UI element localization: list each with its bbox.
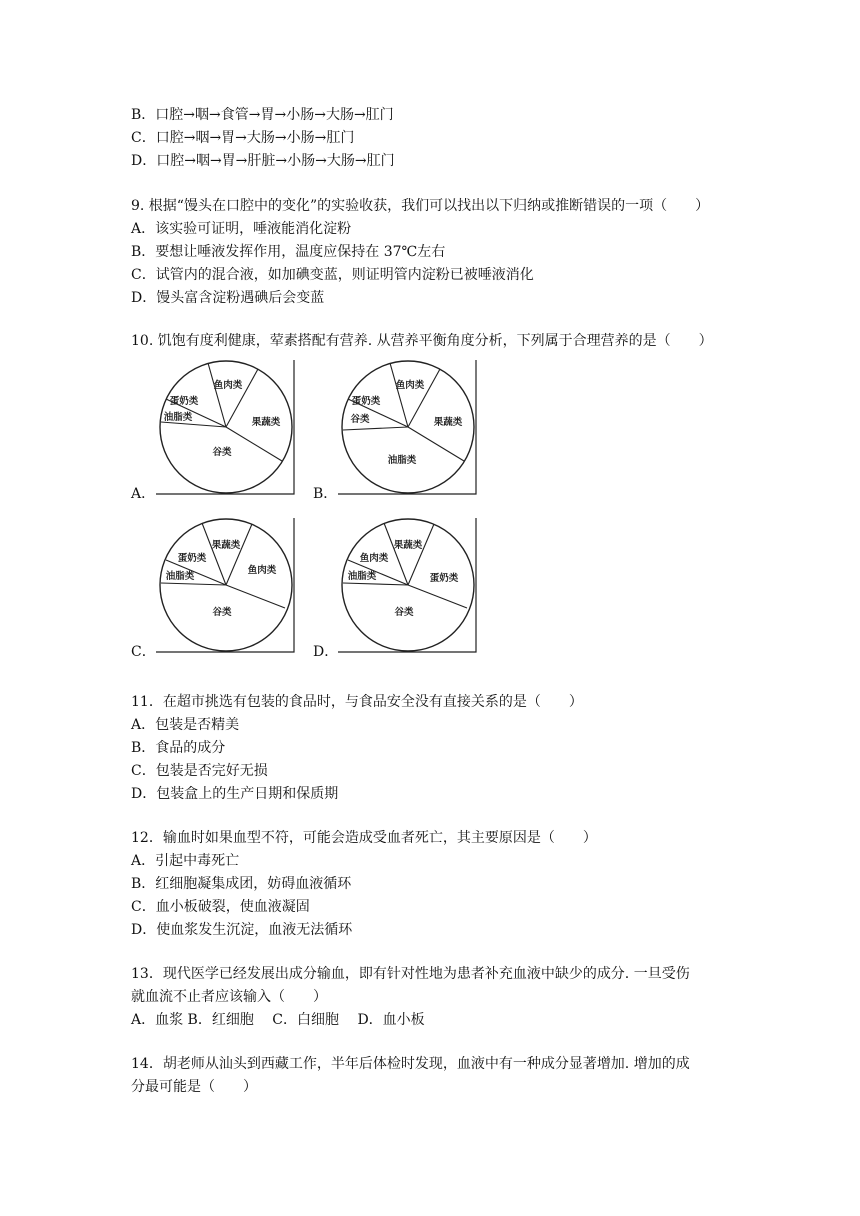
q11-option-c: C．包装是否完好无损 [131,763,268,779]
q10-chart-c [154,518,296,655]
q11-option-a: A．包装是否精美 [131,717,240,733]
q9-option-d: D．馒头富含淀粉遇碘后会变蓝 [131,290,325,306]
q9-option-a: A．该实验可证明，唾液能消化淀粉 [131,221,352,237]
q10-b-slice-label: 蛋奶类 [351,396,381,407]
q11-stem: 11．在超市挑选有包装的食品时，与食品安全没有直接关系的是（ ） [131,694,583,710]
q8-option-c: C．口腔→咽→胃→大肠→小肠→肛门 [131,130,355,146]
q10-chart-d [336,518,478,655]
q10-option-b-label: B． [313,486,338,502]
q10-b-slice-label: 鱼肉类 [395,380,425,391]
q11-option-b: B．食品的成分 [131,740,226,756]
q10-option-a-label: A． [131,486,156,502]
q9-option-b: B．要想让唾液发挥作用，温度应保持在 37℃左右 [131,244,446,260]
q10-stem: 10. 饥饱有度利健康，荤素搭配有营养. 从营养平衡角度分析，下列属于合理营养的是（ ） [131,333,713,349]
q10-a-slice-label: 果蔬类 [251,417,281,428]
q10-d-slice-label: 果蔬类 [393,540,423,551]
q8-option-b: B．口腔→咽→食管→胃→小肠→大肠→肛门 [131,107,394,123]
q9-option-c: C．试管内的混合液，如加碘变蓝，则证明管内淀粉已被唾液消化 [131,267,534,283]
q10-d-slice-label: 鱼肉类 [359,553,389,564]
q10-b-slice-label: 谷类 [350,414,370,425]
q13-stem-line1: 13．现代医学已经发展出成分输血，即有针对性地为患者补充血液中缺少的成分. 一旦受伤 [131,966,690,982]
q10-a-slice-label: 鱼肉类 [213,380,243,391]
q10-d-slice-label: 油脂类 [347,571,377,582]
q8-option-d: D．口腔→咽→胃→肝脏→小肠→大肠→肛门 [131,153,395,169]
q10-b-slice-label: 油脂类 [387,455,417,466]
q14-stem-line1: 14．胡老师从汕头到西藏工作，半年后体检时发现，血液中有一种成分显著增加. 增加的成 [131,1056,690,1072]
q10-c-slice-label: 鱼肉类 [247,565,277,576]
q11-option-d: D．包装盒上的生产日期和保质期 [131,786,339,802]
q10-c-slice-label: 果蔬类 [211,540,241,551]
q10-a-slice-label: 谷类 [212,447,232,458]
q10-c-slice-label: 蛋奶类 [177,553,207,564]
q12-option-d: D．使血浆发生沉淀，血液无法循环 [131,922,353,938]
q12-option-b: B．红细胞凝集成团，妨碍血液循环 [131,876,352,892]
q14-stem-line2: 分最可能是（ ） [131,1079,257,1095]
q10-chart-a [154,360,296,497]
q10-d-slice-label: 蛋奶类 [429,573,459,584]
q13-stem-line2: 就血流不止者应该输入（ ） [131,989,327,1005]
q12-option-c: C．血小板破裂，使血液凝固 [131,899,310,915]
q12-option-a: A．引起中毒死亡 [131,853,240,869]
q10-option-d-label: D． [313,644,339,660]
q12-stem: 12．输血时如果血型不符，可能会造成受血者死亡，其主要原因是（ ） [131,830,597,846]
q10-a-slice-label: 蛋奶类 [169,396,199,407]
q10-c-slice-label: 油脂类 [165,571,195,582]
q10-option-c-label: C． [131,644,156,660]
q13-options: A．血浆 B．红细胞 C．白细胞 D．血小板 [131,1012,425,1028]
q10-c-slice-label: 谷类 [212,607,232,618]
q10-b-slice-label: 果蔬类 [433,417,463,428]
q9-stem: 9. 根据“馒头在口腔中的变化”的实验收获，我们可以找出以下归纳或推断错误的一项（ ） [131,198,710,214]
q10-d-slice-label: 谷类 [394,607,414,618]
q10-a-slice-label: 油脂类 [163,412,193,423]
q10-chart-b [336,360,478,497]
